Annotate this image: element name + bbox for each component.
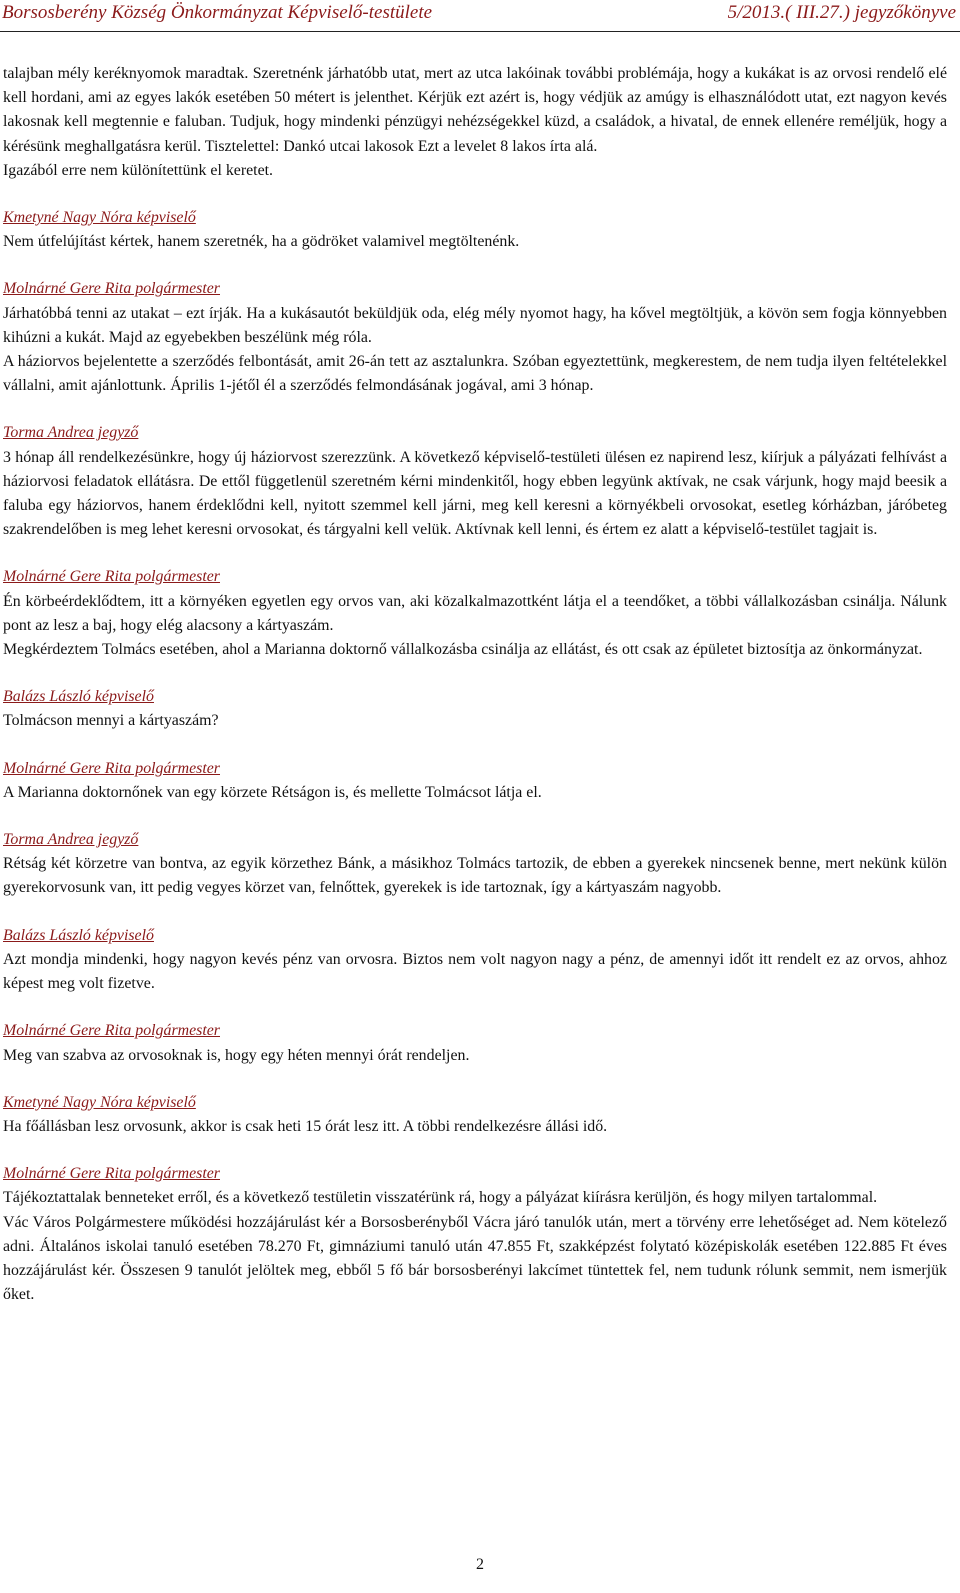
paragraph-gap bbox=[3, 996, 947, 1019]
paragraph: Megkérdeztem Tolmács esetében, ahol a Marianna doktornő vállalkozásba csinálja az ellátást, és ott csak az épületet biztosítja az önkormányzat. bbox=[3, 641, 923, 659]
speaker-name: Molnárné Gere Rita polgármester bbox=[3, 280, 220, 298]
paragraph: Azt mondja mindenki, hogy nagyon kevés pénz van orvosra. Biztos nem volt nagyon nagy a pénz, de amennyi időt itt rendelt ez az orvos, ahhoz képest meg volt fizetve. bbox=[3, 950, 947, 993]
paragraph: Én körbeérdeklődtem, itt a környéken egyetlen egy orvos van, aki közalkalmazottként látja el a teendőket, a többi vállalkozásban csinálja. Nálunk pont az lesz a baj, hogy elég alacsony a kártyaszám. bbox=[3, 592, 947, 634]
speaker-name: Torma Andrea jegyző bbox=[3, 424, 139, 442]
paragraph-gap bbox=[3, 1068, 947, 1091]
paragraph: talajban mély keréknyomok maradtak. Szeretnénk járhatóbb utat, mert az utca lakóinak további problémája, hogy a kukákat is az orvosi rendelő elé kell hordani, ami az egyes lakók esetében 50 métert is jelenthet. Kérjük ezt azért is, hogy védjük az amúgy is elhasználódott utat, ezt nagyon kevés lakosnak kell megtennie e faluban. Tudjuk, hogy mindenki pénzügyi nehézségekkel küzd, a családok, a hivatal, de ennek ellenére reméljük, hogy a kérésünk meghallgatásra kerül. Tisztelettel: Dankó utcai lakosok Ezt a levelet 8 lakos írta alá. bbox=[3, 65, 947, 155]
speaker-name: Kmetyné Nagy Nóra képviselő bbox=[3, 1093, 196, 1111]
paragraph: A Marianna doktornőnek van egy körzete Rétságon is, és mellette Tolmácsot látja el. bbox=[3, 783, 542, 801]
speaker-name: Torma Andrea jegyző bbox=[3, 831, 139, 849]
paragraph-gap bbox=[3, 901, 947, 924]
header-divider bbox=[0, 31, 960, 32]
paragraph: Járhatóbbá tenni az utakat – ezt írják. Ha a kukásautót beküldjük oda, elég mély nyomot hagy, ha kővel megtöltjük, a kövön sem fogja könnyebben kihúzni a kukát. Majd az egyebekben beszélünk még róla. bbox=[3, 304, 947, 346]
paragraph: Vác Város Polgármestere működési hozzájárulást kér a Borsosberényből Vácra járó tanulók után, mert a törvény erre lehetőséget ad. Nem kötelező adni. Általános iskolai tanuló esetében 78.270 Ft, gimnáziumi tanuló után 47.855 Ft, szakképzést folytató középiskolák esetében 122.885 Ft éves hozzájárulást kér. Összesen 9 tanulót jelöltek meg, ebből 5 fő bár borsosberényi lakcímet tüntettek fel, nem tudunk rólunk semmit, nem ismerjük őket. bbox=[3, 1213, 947, 1304]
paragraph: Meg van szabva az orvosoknak is, hogy egy héten mennyi órát rendeljen. bbox=[3, 1046, 470, 1064]
speaker-name: Balázs László képviselő bbox=[3, 688, 154, 706]
paragraph: Igazából erre nem különítettünk el keretet. bbox=[3, 161, 274, 179]
speaker-name: Molnárné Gere Rita polgármester bbox=[3, 1022, 220, 1040]
speaker-name: Molnárné Gere Rita polgármester bbox=[3, 759, 220, 777]
paragraph-gap bbox=[3, 398, 947, 421]
paragraph: 3 hónap áll rendelkezésünkre, hogy új háziorvost szerezzünk. A következő képviselő-testületi ülésen ez napirend lesz, kiírjuk a pályázati felhívást a háziorvosi feladatok ellátásra. De ettől függetlenül szeretném kérni mindenkitől, hogy ebben legyünk aktívak, ne csak várjunk, hogy majd beesik a faluba egy háziorvos, hanem érdeklődni kell, nyitott szemmel kell járni, meg kell keresni a környékbeli orvosokat, esetleg kórházban, járóbeteg szakrendelőben is meg lehet keresni orvosokat, és tárgyalni kell velük. Aktívnak kell lenni, és értem ez alatt a képviselő-testület tagjait is. bbox=[3, 448, 947, 539]
paragraph-gap bbox=[3, 254, 947, 277]
header-title: Borsosberény Község Önkormányzat Képviselő-testülete bbox=[2, 2, 433, 23]
speaker-name: Molnárné Gere Rita polgármester bbox=[3, 568, 220, 586]
paragraph: Nem útfelújítást kértek, hanem szeretnék, ha a gödröket valamivel megtöltenénk. bbox=[3, 233, 520, 251]
speaker-name: Kmetyné Nagy Nóra képviselő bbox=[3, 209, 196, 227]
paragraph-gap bbox=[3, 805, 947, 828]
speaker-name: Balázs László képviselő bbox=[3, 926, 154, 944]
paragraph-gap bbox=[3, 734, 947, 757]
paragraph: Rétság két körzetre van bontva, az egyik körzethez Bánk, a másikhoz Tolmács tartozik, de ebben a gyerekek nincsenek benne, mert nekünk külön gyerekorvosunk van, itt pedig vegyes körzet van, felnőttek, gyerekek is ide tartoznak, így a kártyaszám nagyobb. bbox=[3, 855, 947, 897]
document-body bbox=[3, 62, 947, 1307]
paragraph: Tolmácson mennyi a kártyaszám? bbox=[3, 712, 219, 730]
paragraph-gap bbox=[3, 542, 947, 565]
paragraph: Tájékoztattalak benneteket erről, és a következő testületin visszatérünk rá, hogy a pályázat kiírásra kerüljön, és hogy milyen tartalommal. bbox=[3, 1189, 878, 1207]
paragraph: A háziorvos bejelentette a szerződés felbontását, amit 26-án tett az asztalunkra. Szóban egyeztettünk, megkerestem, de nem tudja ilyen feltételekkel vállalni, amit ajánlottunk. Április 1-jétől él a szerződés felmondásának jogával, ami 3 hónap. bbox=[3, 353, 947, 395]
header-document-number: 5/2013.( III.27.) jegyzőkönyve bbox=[727, 2, 956, 23]
paragraph: Ha főállásban lesz orvosunk, akkor is csak heti 15 órát lesz itt. A többi rendelkezésre állási idő. bbox=[3, 1117, 608, 1135]
paragraph-gap bbox=[3, 183, 947, 206]
page-header bbox=[0, 0, 960, 26]
page-number: 2 bbox=[476, 1556, 484, 1573]
speaker-name: Molnárné Gere Rita polgármester bbox=[3, 1165, 220, 1183]
paragraph-gap bbox=[3, 662, 947, 685]
paragraph-gap bbox=[3, 1139, 947, 1162]
